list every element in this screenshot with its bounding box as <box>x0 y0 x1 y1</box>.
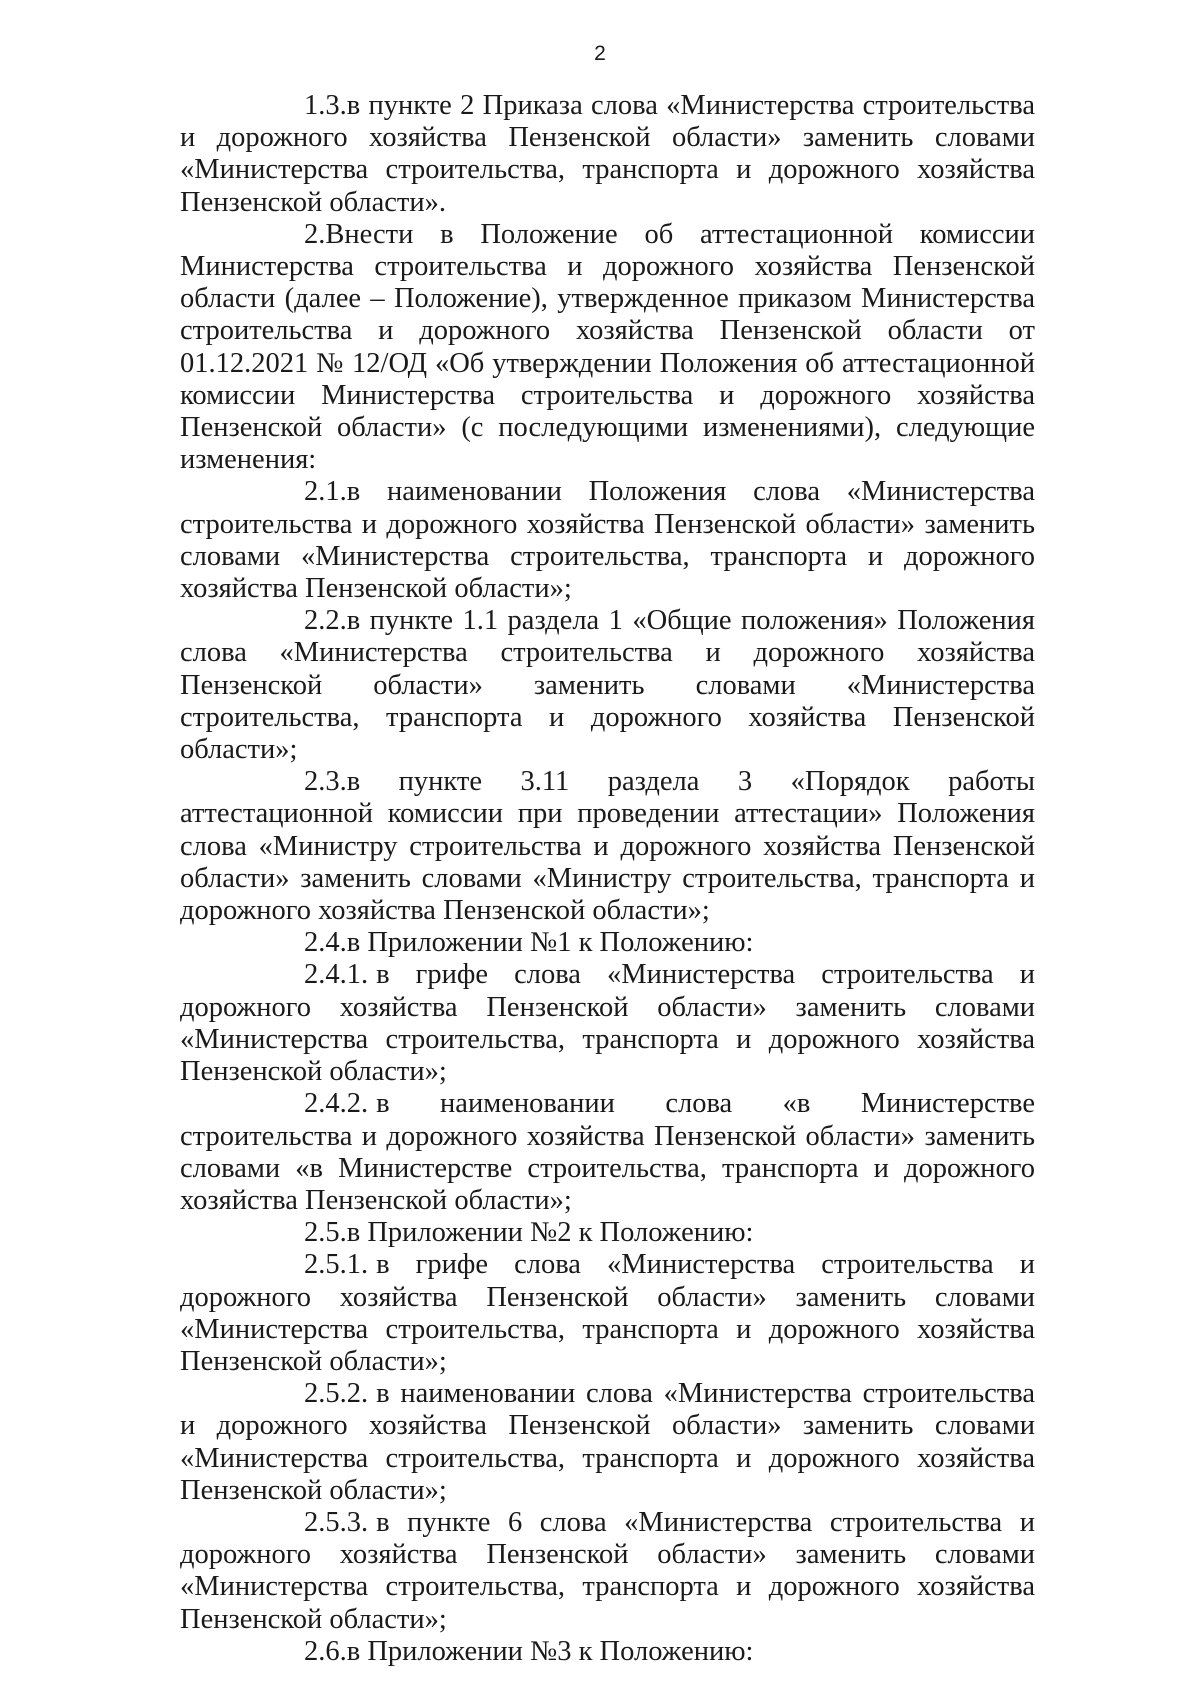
paragraph-number: 2.4.1. <box>304 959 369 991</box>
paragraph-2-6 <box>180 1636 1035 1668</box>
paragraph-number: 2.2. <box>304 605 347 637</box>
paragraph-text: Внести в Положение об аттестационной комиссии Министерства строительства и дорожного хозяйства Пензенской области (далее – Положение), утвержденное приказом Министерства строительства и дорожного хозяйства Пензенской области от 01.12.2021 № 12/ОД «Об утверждении Положения об аттестационной комиссии Министерства строительства и дорожного хозяйства Пензенской области» (с последующими изменениями), следующие изменения: <box>180 218 1035 476</box>
paragraph-text: в пункте 2 Приказа слова «Министерства строительства и дорожного хозяйства Пензенской области» заменить словами «Министерства строительства, транспорта и дорожного хозяйства Пензенской области». <box>180 90 1035 218</box>
paragraph-2-3 <box>180 766 1035 927</box>
paragraph-text: в наименовании слова «в Министерстве строительства и дорожного хозяйства Пензенской области» заменить словами «в Министерстве строительства, транспорта и дорожного хозяйства Пензенской области»; <box>180 1088 1035 1216</box>
paragraph-number: 2.1. <box>304 476 347 508</box>
paragraph-text: в наименовании Положения слова «Министерства строительства и дорожного хозяйства Пензенской области» заменить словами «Министерства строительства, транспорта и дорожного хозяйства Пензенской области»; <box>180 476 1035 605</box>
paragraph-text: в Приложении №2 к Положению: <box>346 1217 754 1249</box>
paragraph-number: 2.4. <box>304 927 347 959</box>
paragraph-2-5-2 <box>180 1378 1035 1507</box>
paragraph-2-2 <box>180 605 1035 766</box>
paragraph-number: 2.5.2. <box>304 1378 369 1410</box>
page-number: 2 <box>594 42 606 65</box>
paragraph-2-5-3 <box>180 1507 1035 1636</box>
paragraph-number: 1.3. <box>304 90 347 121</box>
paragraph-number: 2. <box>304 218 326 250</box>
paragraph-number: 2.4.2. <box>304 1088 369 1120</box>
paragraph-2-4-2 <box>180 1088 1035 1217</box>
paragraph-text: в Приложении №3 к Положению: <box>346 1635 754 1667</box>
paragraph-number: 2.3. <box>304 766 347 798</box>
paragraph-2 <box>180 219 1035 477</box>
document-body <box>180 90 1035 1668</box>
paragraph-2-5-1 <box>180 1249 1035 1378</box>
paragraph-text: в Приложении №1 к Положению: <box>346 927 754 959</box>
paragraph-text: в наименовании слова «Министерства строительства и дорожного хозяйства Пензенской области» заменить словами «Министерства строительства, транспорта и дорожного хозяйства Пензенской области»; <box>180 1378 1035 1506</box>
paragraph-text: в грифе слова «Министерства строительства и дорожного хозяйства Пензенской области» заменить словами «Министерства строительства, транспорта и дорожного хозяйства Пензенской области»; <box>180 1249 1035 1377</box>
paragraph-text: в пункте 1.1 раздела 1 «Общие положения» Положения слова «Министерства строительства и дорожного хозяйства Пензенской области» заменить словами «Министерства строительства, транспорта и дорожного хозяйства Пензенской области»; <box>180 605 1035 766</box>
paragraph-2-4 <box>180 927 1035 959</box>
paragraph-number: 2.6. <box>304 1635 347 1667</box>
paragraph-2-5 <box>180 1217 1035 1249</box>
paragraph-text: в пункте 6 слова «Министерства строительства и дорожного хозяйства Пензенской области» заменить словами «Министерства строительства, транспорта и дорожного хозяйства Пензенской области»; <box>180 1506 1035 1635</box>
paragraph-text: в грифе слова «Министерства строительства и дорожного хозяйства Пензенской области» заменить словами «Министерства строительства, транспорта и дорожного хозяйства Пензенской области»; <box>180 959 1035 1088</box>
paragraph-2-4-1 <box>180 959 1035 1088</box>
paragraph-number: 2.5.3. <box>304 1506 369 1538</box>
paragraph-2-1 <box>180 476 1035 605</box>
paragraph-number: 2.5. <box>304 1217 347 1249</box>
paragraph-1-3 <box>180 90 1035 219</box>
paragraph-text: в пункте 3.11 раздела 3 «Порядок работы аттестационной комиссии при проведении аттестации» Положения слова «Министру строительства и дорожного хозяйства Пензенской области» заменить словами «Министру строительства, транспорта и дорожного хозяйства Пензенской области»; <box>180 766 1035 927</box>
paragraph-number: 2.5.1. <box>304 1249 369 1281</box>
